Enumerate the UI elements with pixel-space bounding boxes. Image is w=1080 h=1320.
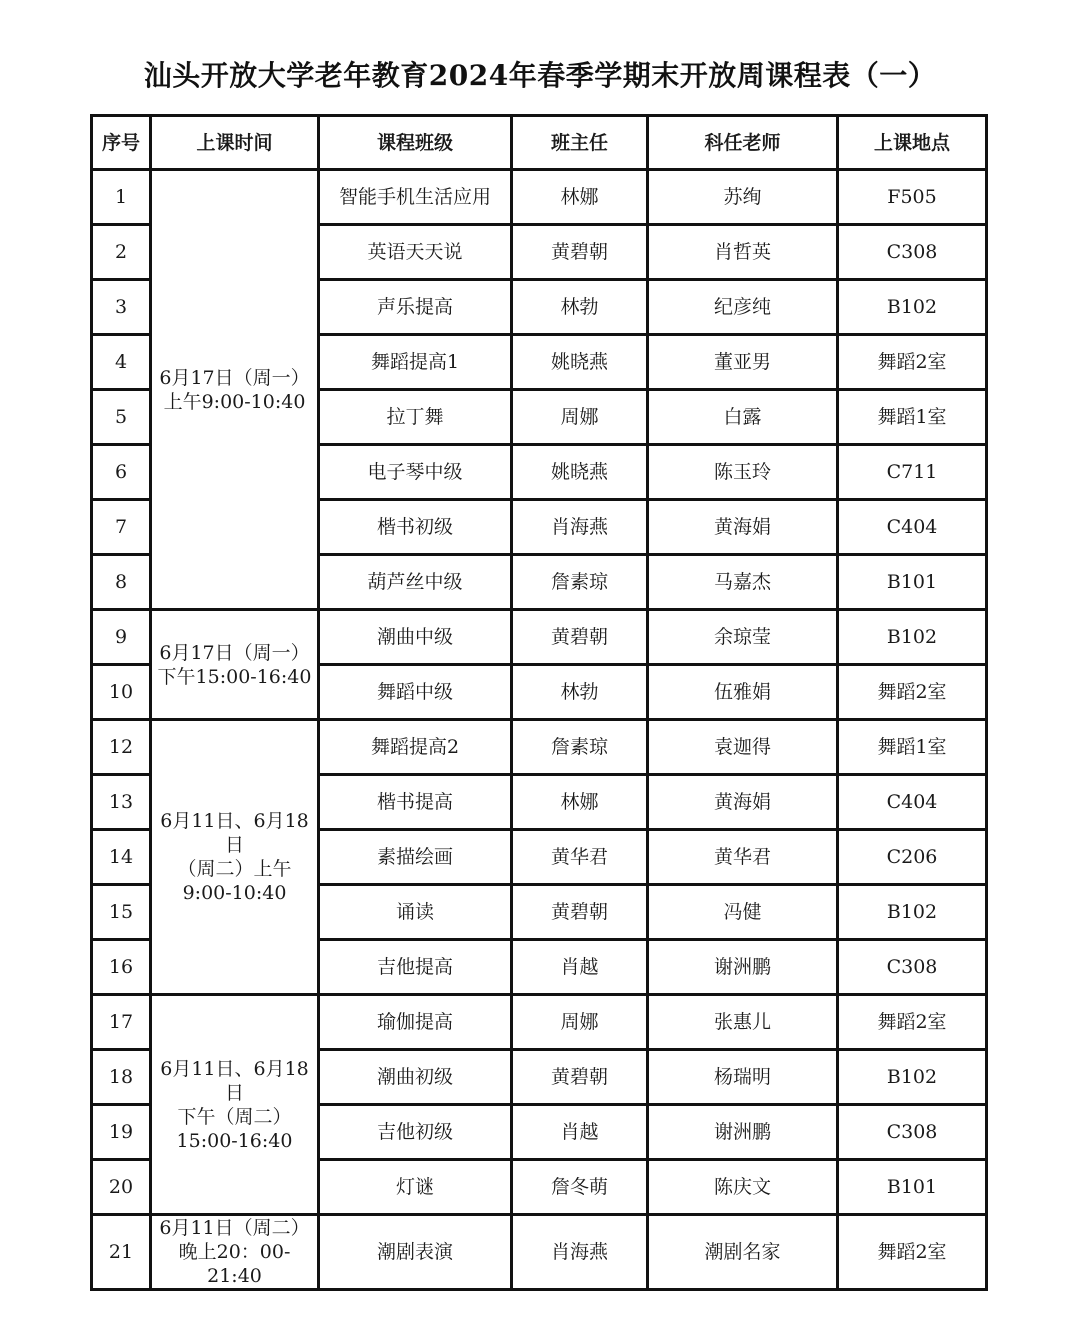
table-row — [92, 995, 987, 1050]
course-name: 潮剧表演 — [319, 1215, 512, 1290]
row-number: 19 — [92, 1105, 151, 1160]
subject-teacher: 黄海娟 — [648, 775, 838, 830]
class-time-line: 晚上20：00-21:40 — [178, 1241, 291, 1287]
classroom: C206 — [838, 830, 987, 885]
subject-teacher: 张惠儿 — [648, 995, 838, 1050]
head-teacher: 黄碧朝 — [512, 225, 648, 280]
head-teacher: 黄碧朝 — [512, 885, 648, 940]
class-time-line: 下午15:00-16:40 — [157, 665, 312, 688]
course-name: 楷书初级 — [319, 500, 512, 555]
classroom: B102 — [838, 610, 987, 665]
classroom: C308 — [838, 940, 987, 995]
head-teacher: 詹素琼 — [512, 555, 648, 610]
row-number: 15 — [92, 885, 151, 940]
subject-teacher: 陈庆文 — [648, 1160, 838, 1215]
row-number: 10 — [92, 665, 151, 720]
head-teacher: 黄华君 — [512, 830, 648, 885]
class-time-line: 下午（周二） — [177, 1105, 292, 1128]
classroom: B101 — [838, 555, 987, 610]
subject-teacher: 谢洲鹏 — [648, 940, 838, 995]
class-time — [151, 1215, 319, 1290]
head-teacher: 姚晓燕 — [512, 445, 648, 500]
class-time-line: 6月11日（周二） — [159, 1217, 310, 1239]
row-number: 12 — [92, 720, 151, 775]
row-number: 6 — [92, 445, 151, 500]
course-name: 楷书提高 — [319, 775, 512, 830]
row-number: 3 — [92, 280, 151, 335]
course-name: 英语天天说 — [319, 225, 512, 280]
subject-teacher: 黄海娟 — [648, 500, 838, 555]
course-name: 瑜伽提高 — [319, 995, 512, 1050]
subject-teacher: 杨瑞明 — [648, 1050, 838, 1105]
page-title: 汕头开放大学老年教育2024年春季学期末开放周课程表（一） — [143, 59, 937, 92]
head-teacher: 林勃 — [512, 280, 648, 335]
classroom: 舞蹈2室 — [838, 335, 987, 390]
class-time-line: 6月11日、6月18日 — [160, 1057, 309, 1104]
subject-teacher: 苏绚 — [648, 170, 838, 225]
course-name: 素描绘画 — [319, 830, 512, 885]
head-teacher: 黄碧朝 — [512, 1050, 648, 1105]
header-no: 序号 — [92, 116, 151, 170]
course-name: 电子琴中级 — [319, 445, 512, 500]
course-name: 舞蹈提高1 — [319, 335, 512, 390]
class-time-line: 15:00-16:40 — [176, 1129, 293, 1152]
row-number: 4 — [92, 335, 151, 390]
classroom: 舞蹈2室 — [838, 1215, 987, 1290]
subject-teacher: 肖哲英 — [648, 225, 838, 280]
classroom: 舞蹈2室 — [838, 665, 987, 720]
schedule-body — [92, 170, 987, 1290]
row-number: 18 — [92, 1050, 151, 1105]
header-teacher: 科任老师 — [648, 116, 838, 170]
subject-teacher: 黄华君 — [648, 830, 838, 885]
head-teacher: 肖越 — [512, 940, 648, 995]
header-time: 上课时间 — [151, 116, 319, 170]
subject-teacher: 董亚男 — [648, 335, 838, 390]
class-time-line: 9:00-10:40 — [182, 882, 287, 904]
header-course: 课程班级 — [319, 116, 512, 170]
head-teacher: 周娜 — [512, 390, 648, 445]
subject-teacher: 陈玉玲 — [648, 445, 838, 500]
course-name: 吉他提高 — [319, 940, 512, 995]
row-number: 1 — [92, 170, 151, 225]
course-name: 智能手机生活应用 — [319, 170, 512, 225]
table-row — [92, 610, 987, 665]
head-teacher: 詹素琼 — [512, 720, 648, 775]
row-number: 14 — [92, 830, 151, 885]
head-teacher: 林娜 — [512, 170, 648, 225]
table-row — [92, 170, 987, 225]
head-teacher: 黄碧朝 — [512, 610, 648, 665]
row-number: 20 — [92, 1160, 151, 1215]
schedule-table — [90, 114, 988, 1291]
row-number: 13 — [92, 775, 151, 830]
row-number: 2 — [92, 225, 151, 280]
subject-teacher: 冯健 — [648, 885, 838, 940]
class-time — [151, 995, 319, 1215]
head-teacher: 林娜 — [512, 775, 648, 830]
head-teacher: 周娜 — [512, 995, 648, 1050]
row-number: 17 — [92, 995, 151, 1050]
class-time-line: （周二）上午 — [177, 858, 292, 880]
subject-teacher: 潮剧名家 — [648, 1215, 838, 1290]
header-head-teacher: 班主任 — [512, 116, 648, 170]
head-teacher: 林勃 — [512, 665, 648, 720]
row-number: 8 — [92, 555, 151, 610]
subject-teacher: 马嘉杰 — [648, 555, 838, 610]
head-teacher: 肖海燕 — [512, 1215, 648, 1290]
class-time — [151, 170, 319, 610]
classroom: B102 — [838, 1050, 987, 1105]
subject-teacher: 伍雅娟 — [648, 665, 838, 720]
subject-teacher: 纪彦纯 — [648, 280, 838, 335]
course-name: 舞蹈提高2 — [319, 720, 512, 775]
row-number: 7 — [92, 500, 151, 555]
header-room: 上课地点 — [838, 116, 987, 170]
class-time — [151, 720, 319, 995]
classroom: 舞蹈1室 — [838, 390, 987, 445]
classroom: C404 — [838, 775, 987, 830]
class-time-line: 6月11日、6月18日 — [160, 810, 309, 856]
class-time — [151, 610, 319, 720]
subject-teacher: 白露 — [648, 390, 838, 445]
classroom: C711 — [838, 445, 987, 500]
classroom: C404 — [838, 500, 987, 555]
head-teacher: 姚晓燕 — [512, 335, 648, 390]
course-name: 葫芦丝中级 — [319, 555, 512, 610]
class-time-line: 6月17日（周一） — [159, 641, 310, 664]
table-row — [92, 720, 987, 775]
course-name: 潮曲中级 — [319, 610, 512, 665]
row-number: 5 — [92, 390, 151, 445]
classroom: B102 — [838, 885, 987, 940]
head-teacher: 詹冬萌 — [512, 1160, 648, 1215]
head-teacher: 肖越 — [512, 1105, 648, 1160]
course-name: 灯谜 — [319, 1160, 512, 1215]
course-name: 诵读 — [319, 885, 512, 940]
subject-teacher: 袁迦得 — [648, 720, 838, 775]
course-name: 吉他初级 — [319, 1105, 512, 1160]
classroom: B102 — [838, 280, 987, 335]
course-name: 潮曲初级 — [319, 1050, 512, 1105]
header-row — [92, 116, 987, 170]
subject-teacher: 谢洲鹏 — [648, 1105, 838, 1160]
classroom: F505 — [838, 170, 987, 225]
course-name: 拉丁舞 — [319, 390, 512, 445]
classroom: 舞蹈1室 — [838, 720, 987, 775]
classroom: B101 — [838, 1160, 987, 1215]
classroom: C308 — [838, 225, 987, 280]
subject-teacher: 余琼莹 — [648, 610, 838, 665]
class-time-line: 6月17日（周一） — [159, 366, 310, 389]
row-number: 16 — [92, 940, 151, 995]
row-number: 9 — [92, 610, 151, 665]
table-row — [92, 1215, 987, 1290]
course-name: 声乐提高 — [319, 280, 512, 335]
classroom: 舞蹈2室 — [838, 995, 987, 1050]
class-time-line: 上午9:00-10:40 — [163, 390, 306, 413]
course-name: 舞蹈中级 — [319, 665, 512, 720]
head-teacher: 肖海燕 — [512, 500, 648, 555]
classroom: C308 — [838, 1105, 987, 1160]
row-number: 21 — [92, 1215, 151, 1290]
